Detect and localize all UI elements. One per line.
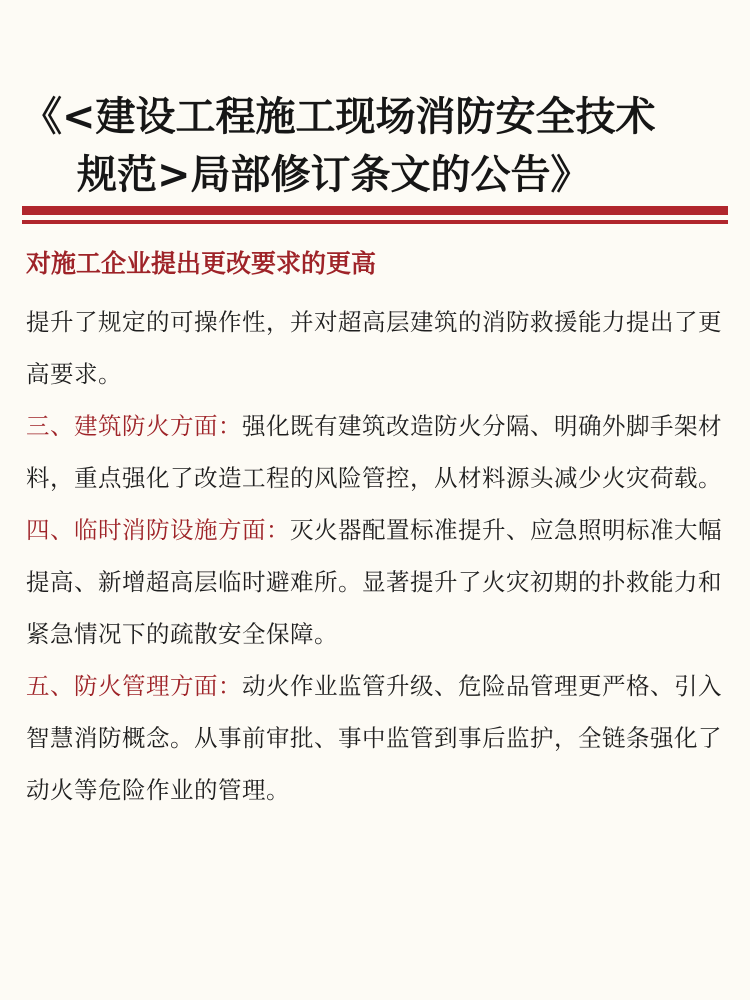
section-paragraph-4 xyxy=(26,504,726,660)
title-line-2: 规范>局部修订条文的公告》 xyxy=(77,152,591,198)
section-paragraph-3 xyxy=(26,400,726,504)
section-label-4: 四、临时消防设施方面： xyxy=(26,516,290,544)
section-paragraph-5 xyxy=(26,660,726,816)
section-text-4: 灭火器配置标准提升、应急照明标准大幅提高、新增超高层临时避难所。显著提升了火灾初期的扑救能力和紧急情况下的疏散安全保障。 xyxy=(26,516,722,648)
title-divider-thick xyxy=(22,206,728,215)
section-text-3: 强化既有建筑改造防火分隔、明确外脚手架材料，重点强化了改造工程的风险管控，从材料源头减少火灾荷载。 xyxy=(26,412,722,492)
document-title xyxy=(22,88,728,204)
title-divider-thin xyxy=(22,220,728,224)
section-subheading: 对施工企业提出更改要求的更高 xyxy=(26,249,377,278)
section-label-5: 五、防火管理方面： xyxy=(26,672,242,700)
section-label-3: 三、建筑防火方面： xyxy=(26,412,242,440)
article-body xyxy=(26,296,726,816)
title-line-1: 《<建设工程施工现场消防安全技术 xyxy=(22,94,656,140)
intro-paragraph: 提升了规定的可操作性，并对超高层建筑的消防救援能力提出了更高要求。 xyxy=(26,308,722,388)
section-text-5: 动火作业监管升级、危险品管理更严格、引入智慧消防概念。从事前审批、事中监管到事后监护，全链条强化了动火等危险作业的管理。 xyxy=(26,672,722,804)
